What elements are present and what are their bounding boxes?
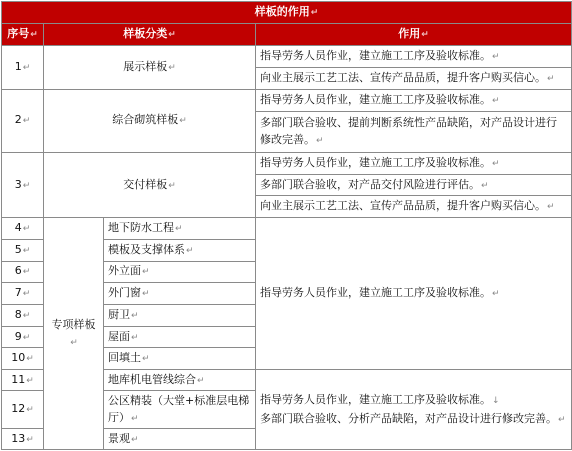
purpose-table [1, 1, 572, 450]
row-number: 11↵ [2, 370, 44, 391]
row-number: 13↵ [2, 429, 44, 450]
purpose-line: 多部门联合验收、分析产品缺陷，对产品设计进行修改完善。↵ [260, 411, 566, 425]
subcategory-cell: 回填土↵ [104, 348, 256, 370]
row-number: 12↵ [2, 390, 44, 428]
table-title: 样板的作用↵ [2, 2, 572, 24]
table-row [2, 46, 572, 68]
subcategory-cell: 模板及支撑体系↵ [104, 239, 256, 261]
header-category: 样板分类↵ [44, 23, 256, 46]
row-number: 8↵ [2, 305, 44, 327]
purpose-cell: 向业主展示工艺工法、宣传产品品质，提升客户购买信心。↵ [256, 196, 572, 218]
row-number: 4↵ [2, 218, 44, 240]
title-row [2, 2, 572, 24]
row-number: 10↵ [2, 348, 44, 370]
subcategory-cell: 外门窗↵ [104, 283, 256, 305]
subcategory-cell: 厨卫↵ [104, 305, 256, 327]
purpose-line: 指导劳务人员作业，建立施工工序及验收标准。↓ [260, 392, 500, 406]
table-row [2, 89, 572, 111]
purpose-cell: 多部门联合验收，对产品交付风险进行评估。↵ [256, 174, 572, 196]
subcategory-cell: 外立面↵ [104, 261, 256, 283]
subcategory-cell: 公区精装（大堂+标准层电梯厅）↵ [104, 390, 256, 428]
purpose-cell [256, 370, 572, 450]
row-number: 2↵ [2, 89, 44, 152]
header-row [2, 23, 572, 46]
purpose-cell: 指导劳务人员作业，建立施工工序及验收标准。↵ [256, 153, 572, 175]
category-cell: 展示样板↵ [44, 46, 256, 89]
row-number: 7↵ [2, 283, 44, 305]
table-row [2, 218, 572, 240]
header-purpose: 作用↵ [256, 23, 572, 46]
row-number: 6↵ [2, 261, 44, 283]
purpose-cell: 指导劳务人员作业，建立施工工序及验收标准。↵ [256, 89, 572, 111]
purpose-cell: 指导劳务人员作业，建立施工工序及验收标准。↵ [256, 46, 572, 68]
row-number: 3↵ [2, 153, 44, 218]
purpose-cell: 指导劳务人员作业，建立施工工序及验收标准。↵ [256, 218, 572, 370]
subcategory-cell: 地下防水工程↵ [104, 218, 256, 240]
purpose-cell: 向业主展示工艺工法、宣传产品品质，提升客户购买信心。↵ [256, 68, 572, 90]
special-category-cell: 专项样板↵ [44, 218, 104, 450]
subcategory-cell: 地库机电管线综合↵ [104, 370, 256, 391]
category-cell: 综合砌筑样板↵ [44, 89, 256, 152]
header-no: 序号↵ [2, 23, 44, 46]
subcategory-cell: 景观↵ [104, 429, 256, 450]
table-row [2, 153, 572, 175]
row-number: 9↵ [2, 326, 44, 348]
purpose-cell: 多部门联合验收、提前判断系统性产品缺陷，对产品设计进行修改完善。↵ [256, 111, 572, 152]
subcategory-cell: 屋面↵ [104, 326, 256, 348]
row-number: 5↵ [2, 239, 44, 261]
category-cell: 交付样板↵ [44, 153, 256, 218]
row-number: 1↵ [2, 46, 44, 89]
